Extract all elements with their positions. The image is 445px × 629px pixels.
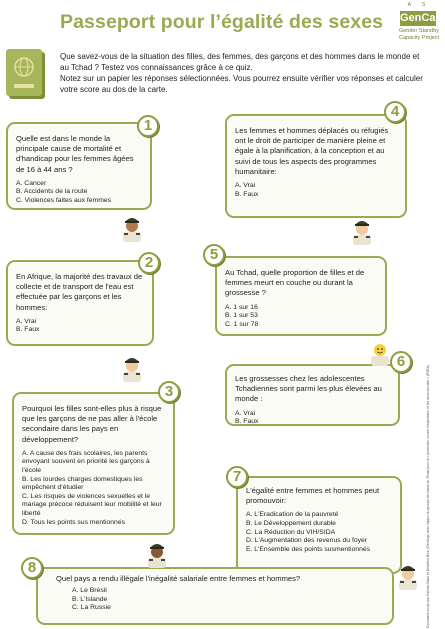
option-item: A. Vrai	[235, 182, 256, 190]
intro-paragraph-1: Que savez-vous de la situation des filles, des femmes, des garçons et des hommes dans le monde et au Tchad ? Testez vos connaissances grâce à ce quiz.	[60, 52, 420, 72]
question-card-5	[215, 256, 387, 336]
question-number-badge: 8	[21, 557, 43, 579]
question-card-4	[225, 114, 407, 218]
logo-tagline	[393, 28, 445, 41]
logo-name: GenCap	[400, 12, 443, 24]
question-number-badge: 4	[384, 101, 406, 123]
option-item: B. Les lourdes charges domestiques les empêchent d'étudier	[22, 475, 143, 492]
intro-text	[60, 51, 426, 95]
option-item: B. L'Islande	[72, 595, 108, 603]
question-card-6	[225, 364, 400, 426]
logo-tagline-line2: Capacity Project	[398, 34, 440, 41]
question-text: Quel pays a rendu illégale l'inégalité salariale entre femmes et hommes?	[56, 574, 301, 583]
passport-icon	[6, 49, 48, 102]
options-list	[225, 304, 377, 330]
options-list	[16, 180, 142, 206]
officer-avatar-icon	[120, 352, 144, 382]
question-text: Pourquoi les filles sont-elles plus à risque que les garçons de ne pas aller à l'école secondaire dans les pays en développement?	[22, 404, 162, 444]
question-text: Quelle est dans le monde la principale cause de mortalité et d'handicap pour les femmes âgées de 16 à 44 ans ?	[16, 134, 134, 174]
options-list	[16, 318, 144, 335]
option-item: C. La Russie	[72, 604, 111, 612]
option-item: A. Vrai	[16, 317, 37, 325]
option-item: A. A cause des frais scolaires, les parents envoyant souvent en priorité les garçons à l'école	[22, 449, 150, 474]
question-text: En Afrique, la majorité des travaux de collecte et de transport de l'eau est effectuée par les garçons et les hommes:	[16, 272, 143, 312]
question-text: Les femmes et hommes déplacés ou réfugiés ont le droit de participer de manière pleine et égale à la planification, à la conception et au suivi de tous les aspects des programmes humanitaire:	[235, 126, 389, 176]
logo-tagline-line1: Gender Standby	[398, 28, 440, 34]
option-item: C. La Réduction du VIH/SIDA	[246, 528, 336, 536]
options-list	[22, 450, 165, 527]
option-item: E. L'Ensemble des points susmentionnés	[246, 545, 371, 553]
option-item: B. Accidents de la route	[16, 188, 88, 196]
options-list	[235, 410, 390, 427]
option-item: B. 1 sur 53	[225, 312, 258, 320]
option-item: A. 1 sur 16	[225, 303, 258, 311]
option-item: B. Le Développement durable	[246, 520, 336, 527]
question-text: L'égalité entre femmes et hommes peut promouvoir:	[246, 486, 380, 506]
option-item: C. 1 sur 78	[225, 320, 259, 328]
officer-avatar-icon	[350, 215, 374, 245]
question-card-1	[6, 122, 152, 210]
option-item: A. Vrai	[235, 409, 256, 417]
question-text: Les grossesses chez les adolescentes Tchadiennes sont parmi les plus élevées au monde :	[235, 374, 382, 404]
option-item: C. Les risques de violences sexuelles et le mariage précoce réduisent leur mobilité et leur liberté	[22, 492, 162, 517]
option-item: B. Faux	[235, 190, 259, 198]
options-list	[56, 587, 384, 613]
officer-avatar-icon	[120, 212, 144, 242]
officer-avatar-icon	[368, 336, 392, 366]
page-title: Passeport pour l’égalité des sexes	[60, 11, 384, 33]
option-item: D. Tous les points sus mentionnés	[22, 518, 126, 526]
officer-avatar-icon	[396, 560, 420, 590]
gencap-logo	[393, 0, 445, 46]
question-card-8	[36, 567, 394, 625]
officer-avatar-icon	[145, 538, 169, 568]
option-item: A. L'Eradication de la pauvreté	[246, 511, 339, 519]
question-number-badge: 7	[226, 466, 248, 488]
options-list	[246, 511, 392, 554]
options-list	[235, 182, 397, 199]
question-number-badge: 1	[137, 115, 159, 137]
question-card-3	[12, 392, 175, 535]
question-text: Au Tchad, quelle proportion de filles et de femmes meurt en couche ou durant la grossesse ?	[225, 268, 365, 298]
logo-top-letters: A S	[407, 2, 431, 8]
option-item: B. Faux	[235, 418, 259, 426]
question-number-badge: 3	[158, 381, 180, 403]
question-number-badge: 2	[138, 252, 160, 274]
question-number-badge: 6	[390, 351, 412, 373]
option-item: A. Cancer	[16, 179, 47, 187]
intro-paragraph-2: Notez sur un papier les réponses sélectionnées. Vous pourrez ensuite vérifier vos réponses et calculer votre score au dos de la carte.	[60, 74, 423, 94]
option-item: A. Le Brésil	[72, 587, 107, 595]
credits-note: Document conçu par Fatima Saiaz et Delphine Brun (GenCap) avec l'appui du groupe de travail du Tchad pour la « protection contre l'exploitation et les abus sexuels » (PSEA)	[426, 364, 430, 628]
option-item: B. Faux	[16, 326, 40, 334]
question-number-badge: 5	[203, 244, 225, 266]
question-card-2	[6, 260, 154, 346]
option-item: C. Violences faites aux femmes	[16, 197, 112, 204]
question-card-7	[236, 476, 402, 574]
option-item: D. L'Augmentation des revenus du foyer	[246, 537, 368, 545]
